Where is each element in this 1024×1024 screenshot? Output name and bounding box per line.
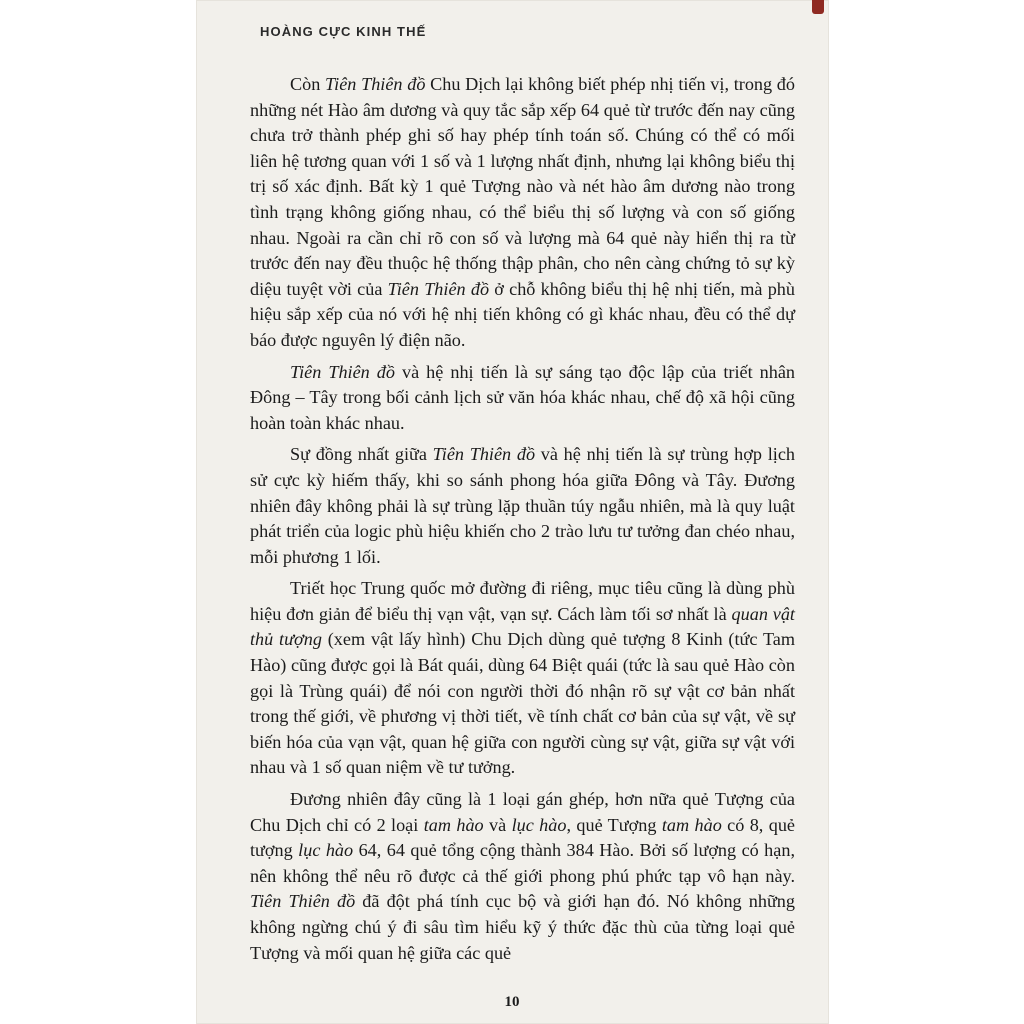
paragraph: Còn Tiên Thiên đồ Chu Dịch lại không biết phép nhị tiến vị, trong đó những nét Hào âm dương và quy tắc sắp xếp 64 quẻ từ trước đến nay cũng chưa trở thành phép ghi số hay phép tính toán số. Chúng có thể có mối liên hệ tương quan với 1 số và 1 lượng nhất định, nhưng lại không biểu thị trị số xác định. Bất kỳ 1 quẻ Tượng nào và nét hào âm dương nào trong tình trạng không giống nhau, có thể biểu thị số lượng và con số giống nhau. Ngoài ra cần chỉ rõ con số và lượng mà 64 quẻ này hiển thị ra từ trước đến nay đều thuộc hệ thống thập phân, cho nên càng chứng tỏ sự kỳ diệu tuyệt vời của Tiên Thiên đồ ở chỗ không biểu thị hệ nhị tiến, mà phù hiệu sắp xếp của nó với hệ nhị tiến không có gì khác nhau, đều có thể dự báo được nguyên lý điện não. [250, 74, 795, 350]
page-number: 10 [504, 994, 520, 1010]
paragraph: Tiên Thiên đồ và hệ nhị tiến là sự sáng tạo độc lập của triết nhân Đông – Tây trong bối cảnh lịch sử văn hóa khác nhau, chế độ xã hội cũng hoàn toàn khác nhau. [250, 361, 795, 433]
paragraph: Triết học Trung quốc mở đường đi riêng, mục tiêu cũng là dùng phù hiệu đơn giản để biểu thị vạn vật, vạn sự. Cách làm tối sơ nhất là quan vật thủ tượng (xem vật lấy hình) Chu Dịch dùng quẻ tượng 8 Kinh (tức Tam Hào) cũng được gọi là Bát quái, dùng 64 Biệt quái (tức là sau quẻ Hào còn gọi là Trùng quái) để nói con người thời đó nhận rõ sự vật cơ bản nhất trong thế giới, về phương vị thời tiết, về tính chất cơ bản của sự vật, về sự biến hóa của vạn vật, quan hệ giữa con người cùng sự vật, giữa sự vật với nhau và 1 số quan niệm về tư tưởng. [250, 578, 796, 778]
book-edge-mark [812, 0, 824, 14]
running-header: HOÀNG CỰC KINH THẾ [260, 24, 427, 39]
paragraph: Sự đồng nhất giữa Tiên Thiên đồ và hệ nhị tiến là sự trùng hợp lịch sử cực kỳ hiếm thấy, khi so sánh phong hóa giữa Đông và Tây. Đương nhiên đây không phải là sự trùng lặp thuần túy ngẫu nhiên, mà là quy luật phát triển của logic phù hiệu khiến cho 2 trào lưu tư tưởng đan chéo nhau, mỗi phương 1 lối. [250, 444, 795, 567]
body-text [250, 72, 795, 972]
paragraph: Đương nhiên đây cũng là 1 loại gán ghép, hơn nữa quẻ Tượng của Chu Dịch chỉ có 2 loại tam hào và lục hào, quẻ Tượng tam hào có 8, quẻ tượng lục hào 64, 64 quẻ tổng cộng thành 384 Hào. Bởi số lượng có hạn, nên không thể nêu rõ được cả thế giới phong phú phức tạp vô hạn này. Tiên Thiên đồ đã đột phá tính cục bộ và giới hạn đó. Nó không những không ngừng chú ý đi sâu tìm hiểu kỹ ý thức đặc thù của từng loại quẻ Tượng và mối quan hệ giữa các quẻ [250, 789, 795, 963]
